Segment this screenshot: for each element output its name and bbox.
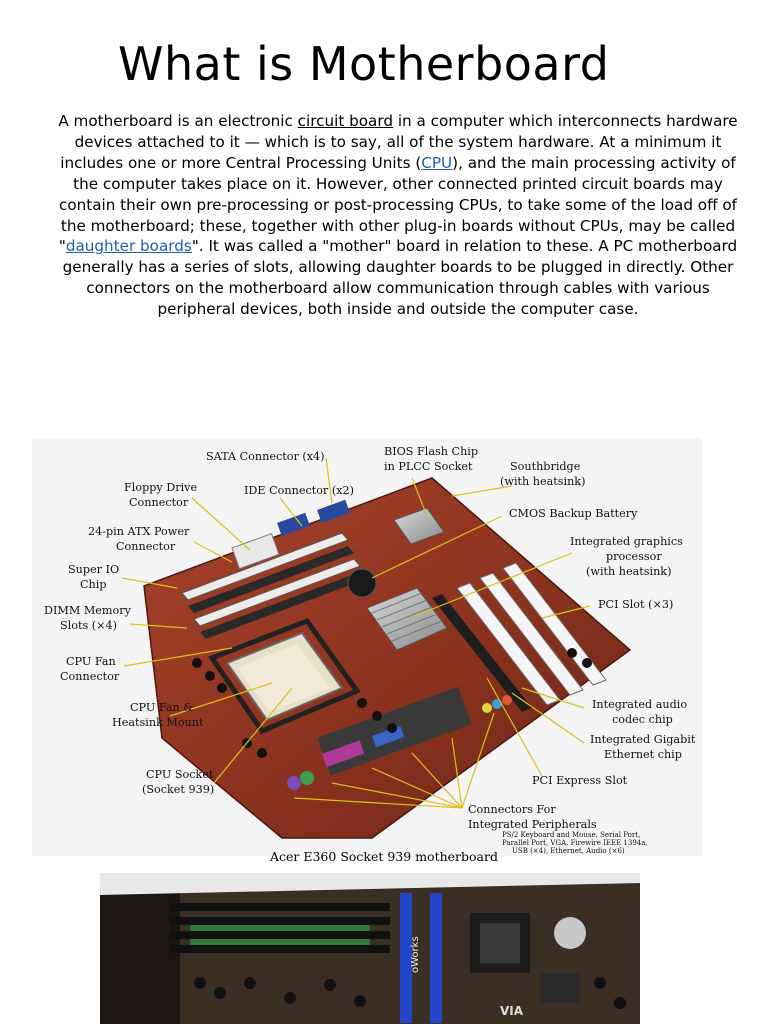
label-audio-1: Integrated audio: [592, 698, 688, 711]
cpu-link[interactable]: CPU: [421, 153, 453, 172]
para-text-2: in a computer which interconnects hardware devices attached to it — which is to say, all of the system hardware. At a minimum it includes one or more Central Processing Units (: [60, 112, 738, 172]
label-gige-2: Ethernet chip: [604, 748, 682, 761]
circuit-board-link[interactable]: circuit board: [297, 112, 393, 130]
label-floppy-1: Floppy Drive: [124, 481, 198, 494]
label-igp-3: (with heatsink): [586, 565, 672, 578]
label-audio-2: codec chip: [612, 713, 673, 726]
label-atx-1: 24-pin ATX Power: [88, 525, 190, 538]
daughter-boards-link[interactable]: daughter boards: [65, 237, 192, 256]
photo-chip-text: VIA: [500, 1004, 524, 1018]
label-heatsink-2: Heatsink Mount: [112, 716, 204, 729]
label-small-1: PS/2 Keyboard and Mouse, Serial Port,: [502, 831, 641, 839]
label-sata: SATA Connector (x4): [206, 450, 325, 463]
label-dimm-1: DIMM Memory: [44, 604, 131, 617]
label-pci: PCI Slot (×3): [598, 598, 674, 611]
label-atx-2: Connector: [116, 540, 176, 553]
label-bios-1: BIOS Flash Chip: [384, 445, 479, 458]
label-connectors-2: Integrated Peripherals: [468, 818, 597, 831]
label-superio-2: Chip: [80, 578, 107, 591]
label-gige-1: Integrated Gigabit: [590, 733, 696, 746]
page-title: What is Motherboard: [118, 37, 610, 91]
photo-brand-text: oWorks: [410, 936, 421, 973]
label-igp-2: processor: [606, 550, 662, 563]
label-connectors-1: Connectors For: [468, 803, 556, 816]
para-text-4: ". It was called a "mother" board in relation to these. A PC motherboard generally has a series of slots, allowing daughter boards to be plugged in directly. Other connectors on the motherboard allow communication through cables with various peripheral devices, both inside and outside the computer case.: [62, 237, 738, 319]
label-superio-1: Super IO: [68, 563, 120, 576]
para-text-1: A motherboard is an electronic: [58, 112, 298, 130]
label-dimm-2: Slots (×4): [60, 619, 117, 632]
label-bios-2: in PLCC Socket: [384, 460, 473, 473]
label-cpufan-1: CPU Fan: [66, 655, 116, 668]
motherboard-photo: [100, 873, 640, 1024]
label-southbridge-2: (with heatsink): [500, 475, 586, 488]
label-small-3: USB (×4), Ethernet, Audio (×6): [512, 847, 625, 855]
figure-caption: Acer E360 Socket 939 motherboard: [269, 849, 498, 864]
label-cpufan-2: Connector: [60, 670, 120, 683]
motherboard-photo-art: [100, 873, 640, 1024]
label-floppy-2: Connector: [129, 496, 189, 509]
label-cmos: CMOS Backup Battery: [509, 507, 638, 520]
label-socket-1: CPU Socket: [146, 768, 214, 781]
photo-dimm-slots: [170, 903, 390, 953]
label-socket-2: (Socket 939): [142, 783, 215, 796]
label-southbridge-1: Southbridge: [510, 460, 581, 473]
label-heatsink-1: CPU Fan &: [130, 701, 194, 714]
photo-battery: [554, 917, 586, 949]
cmos-battery: [348, 569, 376, 597]
intro-paragraph: [54, 111, 742, 320]
para-text-3: ), and the main processing activity of the computer takes place on it. However, other connected printed circuit boards may contain their own pre-processing or post-processing CPUs, to take some of the load off of the motherboard; these, together with other plug-in boards without CPUs, may be called ": [58, 153, 738, 256]
label-ide: IDE Connector (x2): [244, 484, 354, 497]
label-small-2: Parallel Port, VGA, Firewire IEEE 1394a,: [502, 839, 648, 847]
motherboard-diagram: [32, 438, 702, 856]
photo-ide-2: [430, 893, 442, 1023]
label-igp-1: Integrated graphics: [570, 535, 683, 548]
label-pcie: PCI Express Slot: [532, 774, 628, 787]
